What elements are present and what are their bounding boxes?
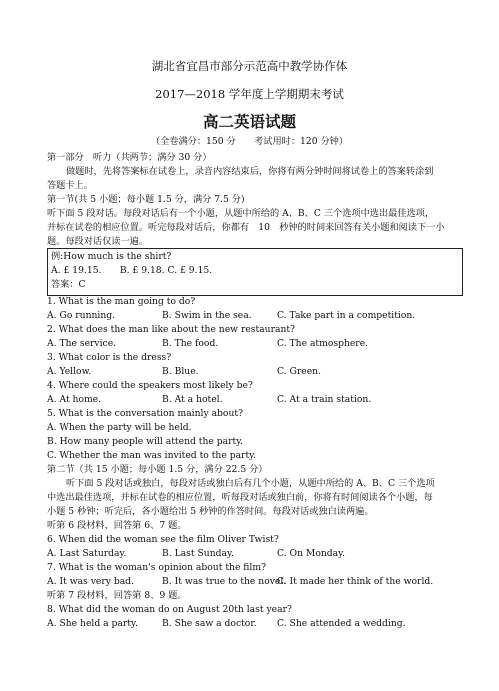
section1-intro-line: 并标在试卷的相应位置。听完每段对话后，你都有 10 秒钟的时间来回答有关小题和阅读下一小 [47, 222, 445, 233]
option-b: B. The food. [162, 338, 219, 349]
section1-intro-line: 听下面 5 段对话。每段对话后有一个小题，从题中所给的 A、B、C 三个选项中选出最佳选项， [47, 208, 435, 219]
option-a: A. She held a party. [47, 618, 138, 629]
option-c: C. It made her think of the world. [277, 576, 434, 587]
section1-heading: 第一节(共 5 小题；每小题 1.5 分，满分 7.5 分) [47, 194, 245, 205]
term-title: 2017—2018 学年度上学期期末考试 [155, 87, 344, 101]
part1-intro-line: 答题卡上。 [47, 180, 93, 191]
option-c: C. Green. [277, 366, 321, 377]
option-a: A. Last Saturday. [47, 548, 127, 559]
option-b: B. Last Sunday. [162, 548, 234, 559]
section2-intro-line: 中选出最佳选项，并标在试卷的相应位置，听每段对话或独白前，你将有时间阅读各个小题，每 [47, 492, 433, 503]
option-b: B. At a hotel. [162, 394, 223, 405]
option-b: B. It was true to the novel. [162, 576, 287, 587]
option-a: A. Go running. [47, 310, 116, 321]
question-3: 3. What color is the dress? [47, 352, 172, 363]
question-7: 7. What is the woman's opinion about the film? [47, 562, 267, 573]
option-a: A. The service. [47, 338, 117, 349]
option-c: C. Take part in a competition. [277, 310, 416, 321]
part1-intro-line: 做题时，先将答案标在试卷上，录音内容结束后，你将有两分钟时间将试卷上的答案转涂到 [66, 166, 434, 177]
option-a: A. When the party will be held. [47, 422, 192, 433]
example-question: 例:How much is the shirt? [51, 251, 172, 262]
option-c: C. She attended a wedding. [277, 618, 406, 629]
option-b: B. Swim in the sea. [162, 310, 252, 321]
option-b: B. Blue. [162, 366, 199, 377]
option-b: B. She saw a doctor. [162, 618, 257, 629]
question-4: 4. Where could the speakers most likely be? [47, 380, 253, 391]
question-2: 2. What does the man like about the new restaurant? [47, 324, 295, 335]
material-7-instruction: 听第 7 段材料，回答第 8、9 题。 [47, 590, 187, 601]
option-c: C. Whether the man was invited to the party. [47, 450, 257, 461]
example-options: A. £ 19.15. B. £ 9.18. C. £ 9.15. [51, 265, 213, 276]
page-title: 高二英语试题 [202, 112, 296, 131]
section2-intro-line: 听下面 5 段对话或独白，每段对话或独白后有几个小题，从题中所给的 A、B、C 三个选项 [66, 478, 435, 489]
section2-heading: 第二节（共 15 小题；每小题 1.5 分，满分 22.5 分） [47, 464, 268, 475]
org-title: 湖北省宜昌市部分示范高中教学协作体 [151, 59, 348, 73]
question-6: 6. When did the woman see the film Oliver Twist? [47, 534, 279, 545]
option-a: A. At home. [47, 394, 102, 405]
part1-heading: 第一部分 听力（共两节；满分 30 分） [47, 152, 212, 163]
option-c: C. The atmosphere. [277, 338, 369, 349]
section1-intro-line: 题。每段对话仅读一遍。 [47, 236, 149, 247]
question-8: 8. What did the woman do on August 20th last year? [47, 604, 292, 615]
option-c: C. At a train station. [277, 394, 372, 405]
option-a: A. Yellow. [47, 366, 92, 377]
option-b: B. How many people will attend the party. [47, 436, 244, 447]
exam-meta: （全卷满分：150 分 考试用时：120 分钟） [150, 136, 349, 147]
material-6-instruction: 听第 6 段材料，回答第 6、7 题。 [47, 520, 187, 531]
option-c: C. On Monday. [277, 548, 346, 559]
option-a: A. It was very bad. [47, 576, 134, 587]
section2-intro-line: 小题 5 秒钟；听完后，各小题给出 5 秒钟的作答时间。每段对话或独白读两遍。 [47, 506, 374, 517]
example-answer: 答案：C [51, 279, 86, 290]
question-1: 1. What is the man going to do? [47, 296, 196, 307]
question-5: 5. What is the conversation mainly about? [47, 408, 244, 419]
